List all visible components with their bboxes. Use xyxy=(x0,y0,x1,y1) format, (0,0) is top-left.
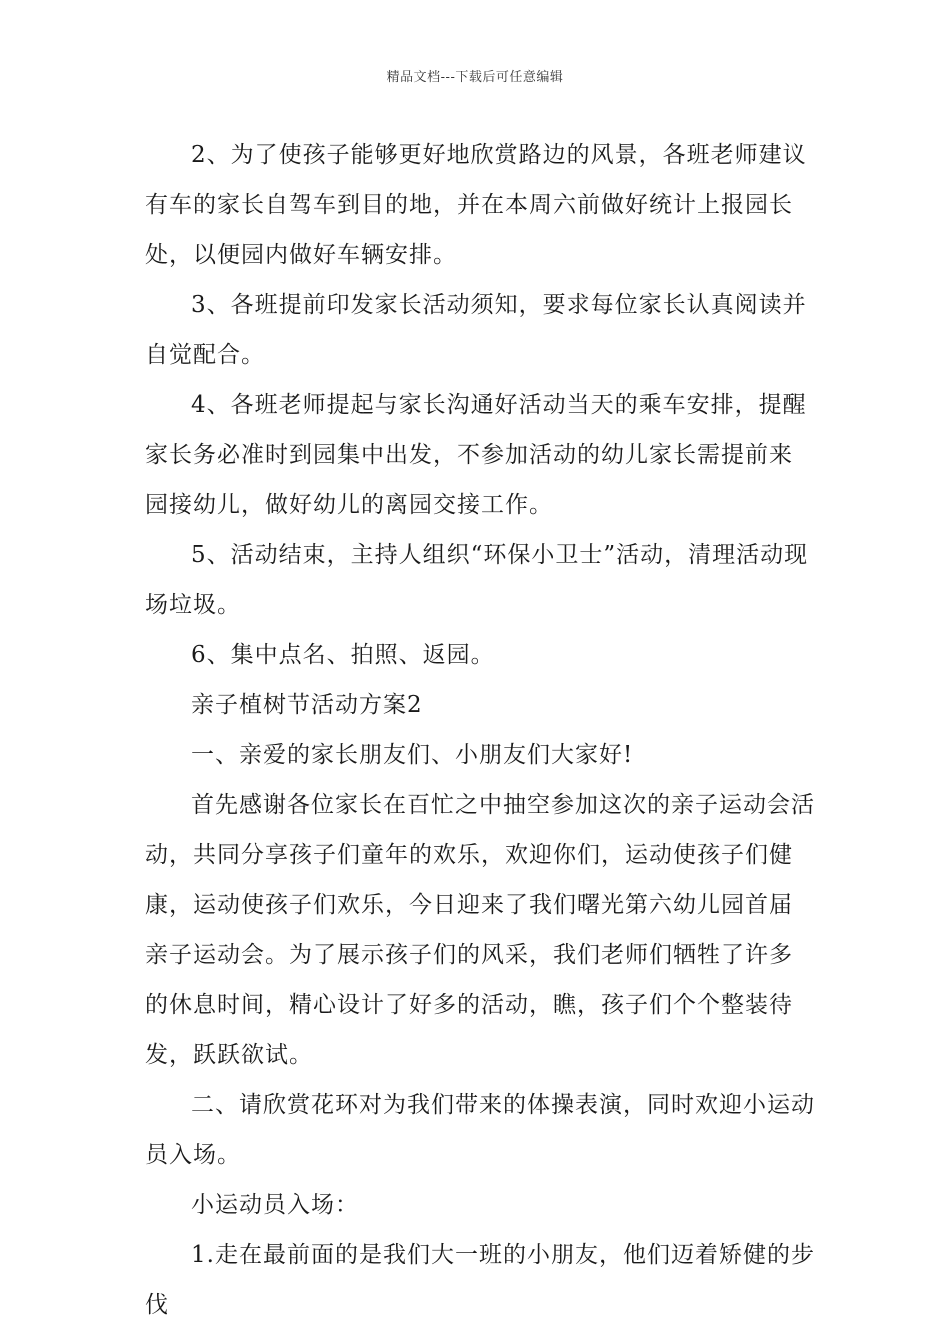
paragraph-item-5: 5、活动结束，主持人组织“环保小卫士”活动，清理活动现场垃圾。 xyxy=(145,542,809,618)
page-header: 精品文档---下载后可任意编辑 xyxy=(386,70,564,85)
document-body xyxy=(145,130,815,1330)
paragraph-item-4: 4、各班老师提起与家长沟通好活动当天的乘车安排，提醒家长务必准时到园集中出发，不参加活动的幼儿家长需提前来园接幼儿，做好幼儿的离园交接工作。 xyxy=(145,392,807,518)
greeting-heading: 一、亲爱的家长朋友们、小朋友们大家好! xyxy=(191,742,634,768)
section-title: 亲子植树节活动方案2 xyxy=(191,692,423,718)
class-intro-paragraph: 1.走在最前面的是我们大一班的小朋友，他们迈着矫健的步伐 xyxy=(145,1242,815,1318)
performance-paragraph: 二、请欣赏花环对为我们带来的体操表演，同时欢迎小运动员入场。 xyxy=(145,1092,815,1168)
welcome-paragraph: 首先感谢各位家长在百忙之中抽空参加这次的亲子运动会活动，共同分享孩子们童年的欢乐，欢迎你们，运动使孩子们健康，运动使孩子们欢乐，今日迎来了我们曙光第六幼儿园首届亲子运动会。为了展示孩子们的风采，我们老师们牺牲了许多的休息时间，精心设计了好多的活动，瞧，孩子们个个整装待发，跃跃欲试。 xyxy=(145,792,815,1068)
paragraph-item-2: 2、为了使孩子能够更好地欣赏路边的风景，各班老师建议有车的家长自驾车到目的地，并在本周六前做好统计上报园长处，以便园内做好车辆安排。 xyxy=(145,142,807,268)
paragraph-item-3: 3、各班提前印发家长活动须知，要求每位家长认真阅读并自觉配合。 xyxy=(145,292,807,368)
entrance-heading: 小运动员入场： xyxy=(191,1192,359,1218)
paragraph-item-6: 6、集中点名、拍照、返园。 xyxy=(191,642,495,668)
